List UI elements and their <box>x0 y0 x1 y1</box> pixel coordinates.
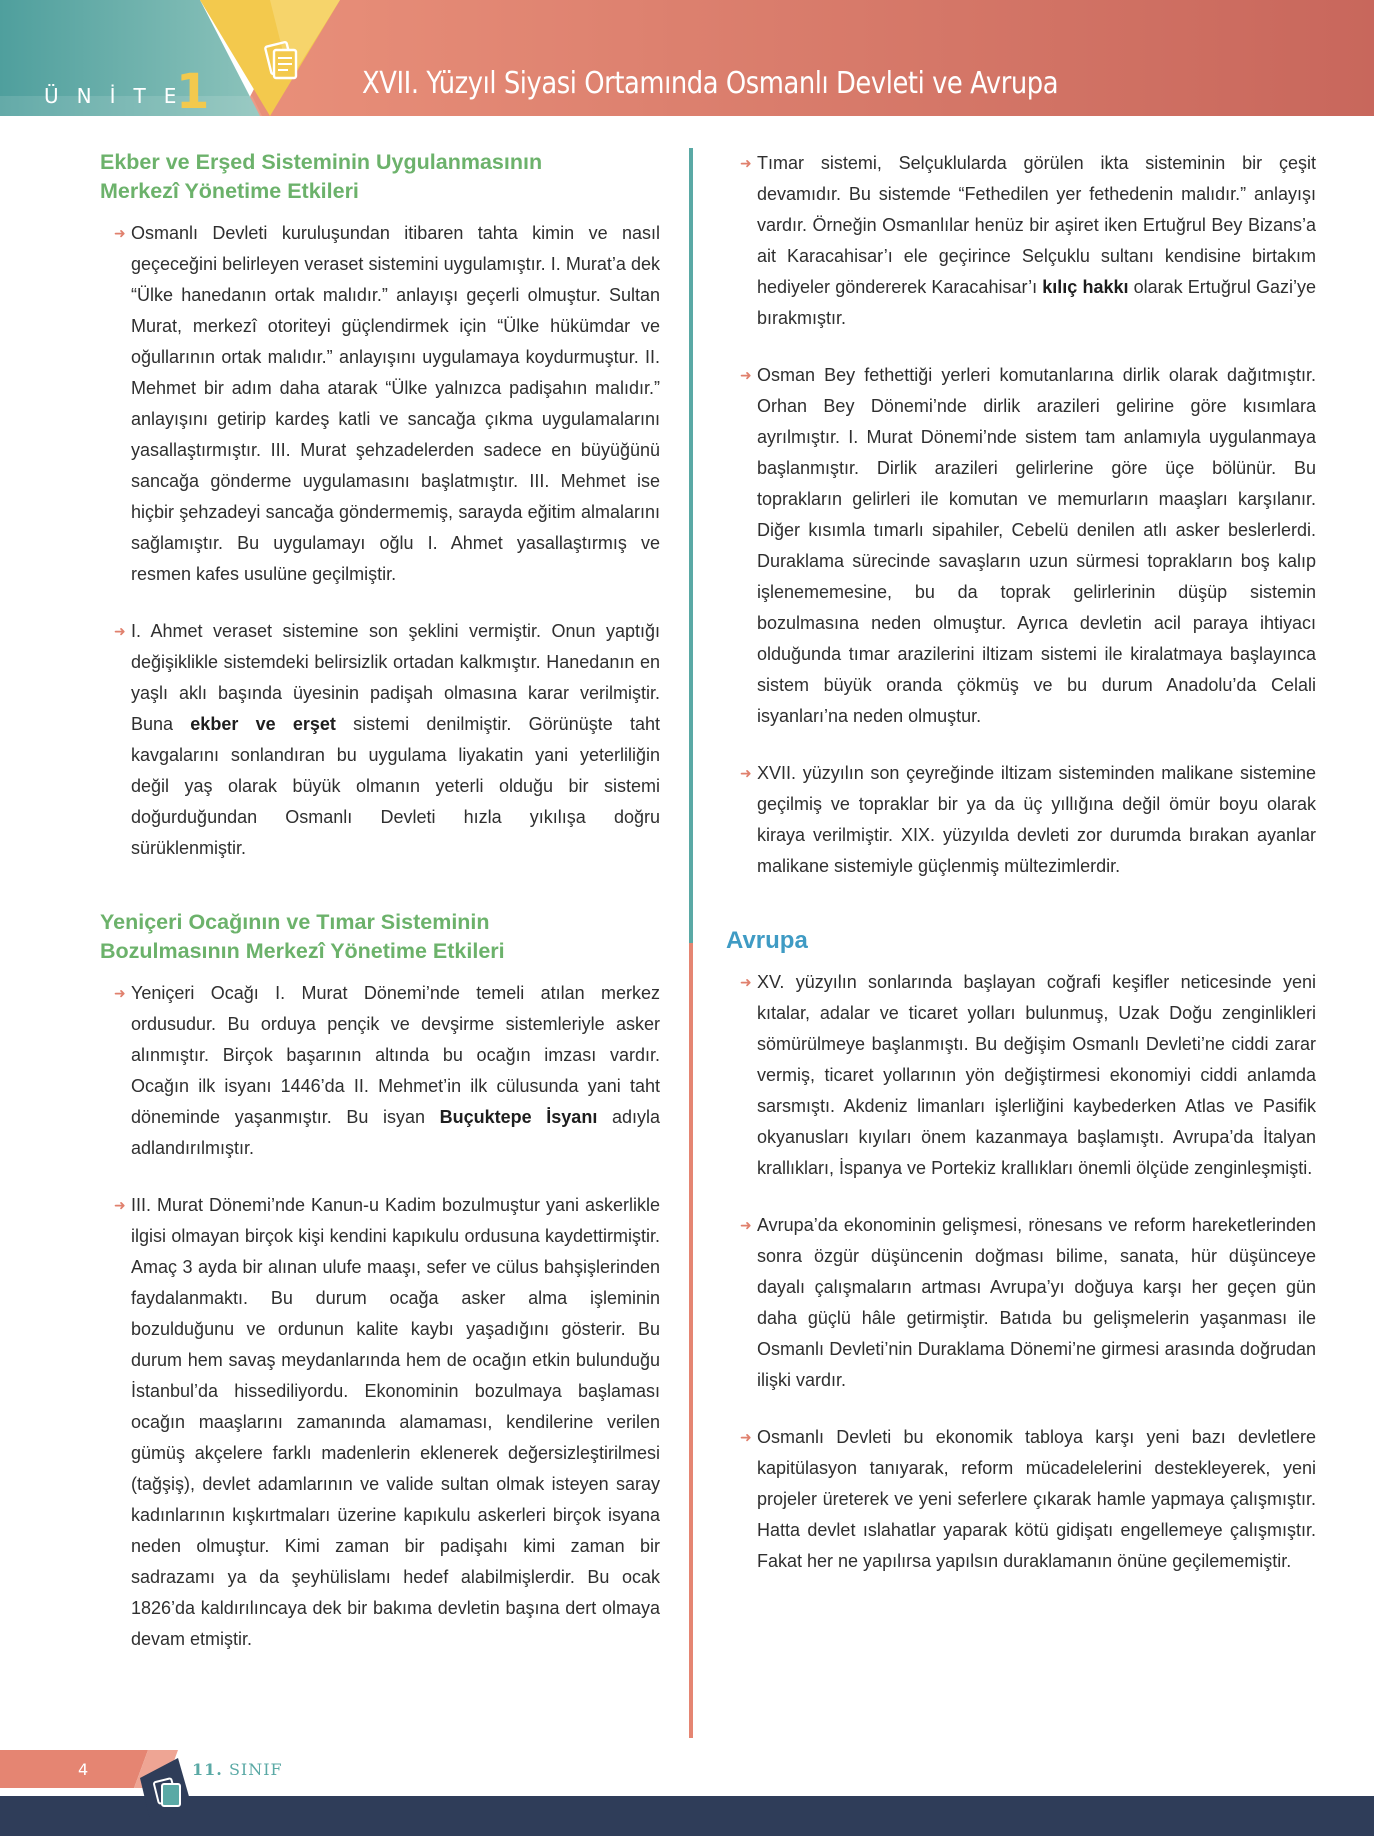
list-item <box>726 967 1316 1184</box>
bold-term: kılıç hakkı <box>1042 277 1129 297</box>
section-title-ekber-ersed <box>100 148 660 206</box>
paragraph: Avrupa’da ekonominin gelişmesi, rönesans ve reform hareketlerinden sonra özgür düşüncenin doğması bilime, sanata, hür düşünceye dayalı çalışmaların artması Avrupa’yı doğuya karşı her geçen gün daha güçlü hâle getirmiştir. Batıda bu gelişmelerin yaşanması ile Osmanlı Devleti’nin Duraklama Dönemi’ne girmesi arasında doğrudan ilişki vardır. <box>757 1215 1316 1390</box>
arrow-right-icon: ➜ <box>740 155 752 171</box>
arrow-right-icon: ➜ <box>114 225 126 241</box>
list-item <box>100 978 660 1164</box>
paragraph: Osman Bey fethettiği yerleri komutanlarına dirlik olarak dağıtmıştır. Orhan Bey Dönemi’nde dirlik arazileri gelirine göre kısımlara ayrılmıştır. I. Murat Dönemi’nde sistem tam anlamıyla uygulanmaya başlanmıştır. Dirlik arazileri gelirlerine göre üçe bölünür. Bu toprakların gelirleri ile komutan ve memurların maaşları karşılanır. Diğer kısımla tımarlı sipahiler, Cebelü denilen atlı asker beslerlerdi. Duraklama sürecinde savaşların uzun sürmesi toprakların boş kalıp işlenememesine, bu da toprak gelirlerinin düşüp sistemin bozulmasına neden olmuştur. Ayrıca devletin acil paraya ihtiyacı olduğunda tımar arazilerini iltizam sistemi ile kiralatmaya başlayınca sistem büyük oranda çökmüş ve bu durum Anadolu’da Celali isyanları’na neden olmuştur. <box>757 365 1316 726</box>
list-item <box>726 758 1316 882</box>
list-item <box>726 1422 1316 1577</box>
text-run: olarak Ertuğrul Gazi’ye bırakmıştır. <box>757 277 1317 328</box>
section-title-line: Ekber ve Erşed Sisteminin Uygulanmasının <box>100 150 543 174</box>
grade-label <box>192 1760 283 1779</box>
unit-number: 1 <box>176 64 210 116</box>
arrow-right-icon: ➜ <box>114 985 126 1001</box>
arrow-right-icon: ➜ <box>740 765 752 781</box>
column-divider-top <box>689 148 693 943</box>
paragraph: III. Murat Dönemi’nde Kanun-u Kadim bozulmuştur yani askerlikle ilgisi olmayan birçok kişi kendini kapıkulu ordusuna kaydettirmiştir. Amaç 3 ayda bir alınan ulufe maaşı, sefer ve cülus bahşişlerinden faydalanmaktı. Bu durum ocağa asker alma işleminin bozulduğunu ve ordunun kalite kaybı yaşadığını gösterir. Bu durum hem savaş meydanlarında hem de ocağın etkin bulunduğu İstanbul’da hissediliyordu. Ekonominin bozulmaya başlaması ocağın maaşlarını zamanında alamaması, kendilerine verilen gümüş akçelere farklı madenlerin eklenerek değersizleştirilmesi (tağşiş), devlet adamlarının ve valide sultan olmak isteyen saray kadınlarının kışkırtmaları üzerine kapıkulu askerleri birçok isyana neden olmuştur. Kimi zaman bir padişahı kimi zaman bir sadrazamı ya da şeyhülislamı hedef alabilmişlerdir. Bu ocak 1826’da kaldırılıncaya dek bir bakıma devletin başına dert olmaya devam etmiştir. <box>131 1195 660 1649</box>
text-run: sistemi denilmiştir. Görünüşte taht kavgalarını sonlandıran bu uygulama liyakatin yani yeterliliğin değil yaş olarak büyük olmanın yeterli olduğu bir sistemi doğurduğundan Osmanlı Devleti hızla yıkılışa doğru sürüklenmiştir. <box>131 714 660 858</box>
text-run: adıyla adlandırılmıştır. <box>131 1107 660 1158</box>
page-header <box>0 0 1374 116</box>
arrow-right-icon: ➜ <box>740 974 752 990</box>
left-column <box>100 148 660 1655</box>
grade-number: 11. <box>192 1760 223 1779</box>
list-item <box>726 1210 1316 1396</box>
paragraph: Osmanlı Devleti kuruluşundan itibaren tahta kimin ve nasıl geçeceğini belirleyen veraset sistemini uygulamıştır. I. Murat’a dek “Ülke hanedanın ortak malıdır.” anlayışı geçerli olmuştur. Sultan Murat, merkezî otoriteyi güçlendirmek için “Ülke hükümdar ve oğullarının ortak malıdır.” anlayışını uygulamaya koydurmuştur. II. Mehmet bir adım daha atarak “Ülke yalnızca padişahın malıdır.” anlayışını getirip kardeş katli ve sancağa çıkma uygulamalarını yasallaştırmıştır. III. Murat şehzadelerden sadece en büyüğünü sancağa gönderme uygulamasını başlatmıştır. III. Mehmet ise hiçbir şehzadeyi sancağa göndermemiş, sarayda eğitim almalarını sağlamıştır. Bu uygulamayı oğlu I. Ahmet yasallaştırmış ve resmen kafes usulüne geçilmiştir. <box>131 223 660 584</box>
column-divider-bottom <box>689 943 693 1738</box>
arrow-right-icon: ➜ <box>114 1197 126 1213</box>
documents-icon <box>258 40 304 82</box>
arrow-right-icon: ➜ <box>740 1429 752 1445</box>
list-item <box>100 616 660 864</box>
list-item <box>726 360 1316 732</box>
text-run: Tımar sistemi, Selçuklularda görülen ikta sisteminin bir çeşit devamıdır. Bu sistemde “Fethedilen yer fethedenin malıdır.” anlayışı vardır. Örneğin Osmanlılar henüz bir aşiret iken Ertuğrul Bey Bizans’a ait Karacahisar’ı ele geçirince Selçuklu sultanı kendisine birtakım hediyeler göndererek Karacahisar’ı <box>757 153 1316 297</box>
bold-term: ekber ve erşet <box>190 714 336 734</box>
page-number: 4 <box>78 1760 89 1779</box>
paragraph <box>131 616 660 864</box>
grade-text: SINIF <box>228 1760 283 1779</box>
paragraph <box>757 148 1316 334</box>
list-item <box>100 1190 660 1655</box>
list-item <box>100 218 660 590</box>
text-run: I. Ahmet veraset sistemine son şeklini vermiştir. Onun yaptığı değişiklikle sistemdeki belirsizlik ortadan kalkmıştır. Hanedanın en yaşlı aklı başında üyesinin padişah olmasına karar verilmiştir. Buna <box>131 621 660 734</box>
arrow-right-icon: ➜ <box>740 1217 752 1233</box>
section-title-line: Merkezî Yönetime Etkileri <box>100 179 359 203</box>
paragraph: Osmanlı Devleti bu ekonomik tabloya karşı yeni bazı devletlere kapitülasyon tanıyarak, reform mücadelelerini destekleyerek, yeni projeler üreterek ve yeni seferlere çıkarak hamle yapmaya çalışmıştır. Hatta devlet ıslahatlar yaparak kötü gidişatı engellemeye çalışmıştır. Fakat her ne yapılırsa yapılsın duraklamanın önüne geçilememiştir. <box>757 1427 1316 1571</box>
unit-label: ÜNİTE <box>44 84 195 108</box>
footer-banner <box>0 1740 1374 1836</box>
right-column <box>726 148 1316 1577</box>
bold-term: Buçuktepe İsyanı <box>439 1107 598 1127</box>
section-title-avrupa: Avrupa <box>726 927 808 954</box>
text-run: Yeniçeri Ocağı I. Murat Dönemi’nde temeli atılan merkez ordusudur. Bu orduya pençik ve devşirme sistemleriyle asker alınmıştır. Birçok başarının altında bu ocağın imzası vardır. Ocağın ilk isyanı 1446’da II. Mehmet’in ilk cülusunda yani taht döneminde yaşanmıştır. Bu isyan <box>131 983 660 1127</box>
paragraph <box>131 978 660 1164</box>
page-title: XVII. Yüzyıl Siyasi Ortamında Osmanlı Devleti ve Avrupa <box>362 66 1059 101</box>
paragraph: XV. yüzyılın sonlarında başlayan coğrafi keşifler neticesinde yeni kıtalar, adalar ve ticaret yolları bulunmuş, Uzak Doğu zenginlikleri sömürülmeye başlanmıştı. Bu değişim Osmanlı Devleti’ne ciddi zarar vermiş, ticaret yollarının yön değiştirmesi ekonomiyi ciddi anlamda sarsmıştı. Akdeniz limanları işlerliğini kaybederken Atlas ve Pasifik okyanusları kıyıları önem kazanmaya başlamıştı. Avrupa’da İtalyan krallıkları, İspanya ve Portekiz krallıkları önemli ölçüde zenginleşmişti. <box>757 972 1316 1178</box>
arrow-right-icon: ➜ <box>114 623 126 639</box>
section-title-line: Yeniçeri Ocağının ve Tımar Sisteminin <box>100 910 490 934</box>
section-title-yeniceri-timar <box>100 908 660 966</box>
list-item <box>726 148 1316 334</box>
page-footer <box>0 1740 1374 1836</box>
section-title-line: Bozulmasının Merkezî Yönetime Etkileri <box>100 939 505 963</box>
paragraph: XVII. yüzyılın son çeyreğinde iltizam sisteminden malikane sistemine geçilmiş ve topraklar bir ya da üç yıllığına değil ömür boyu olarak kiraya verilmiştir. XIX. yüzyılda devleti zor durumda bırakan ayanlar malikane sistemiyle güçlenmiş mültezimlerdir. <box>757 763 1316 876</box>
arrow-right-icon: ➜ <box>740 367 752 383</box>
